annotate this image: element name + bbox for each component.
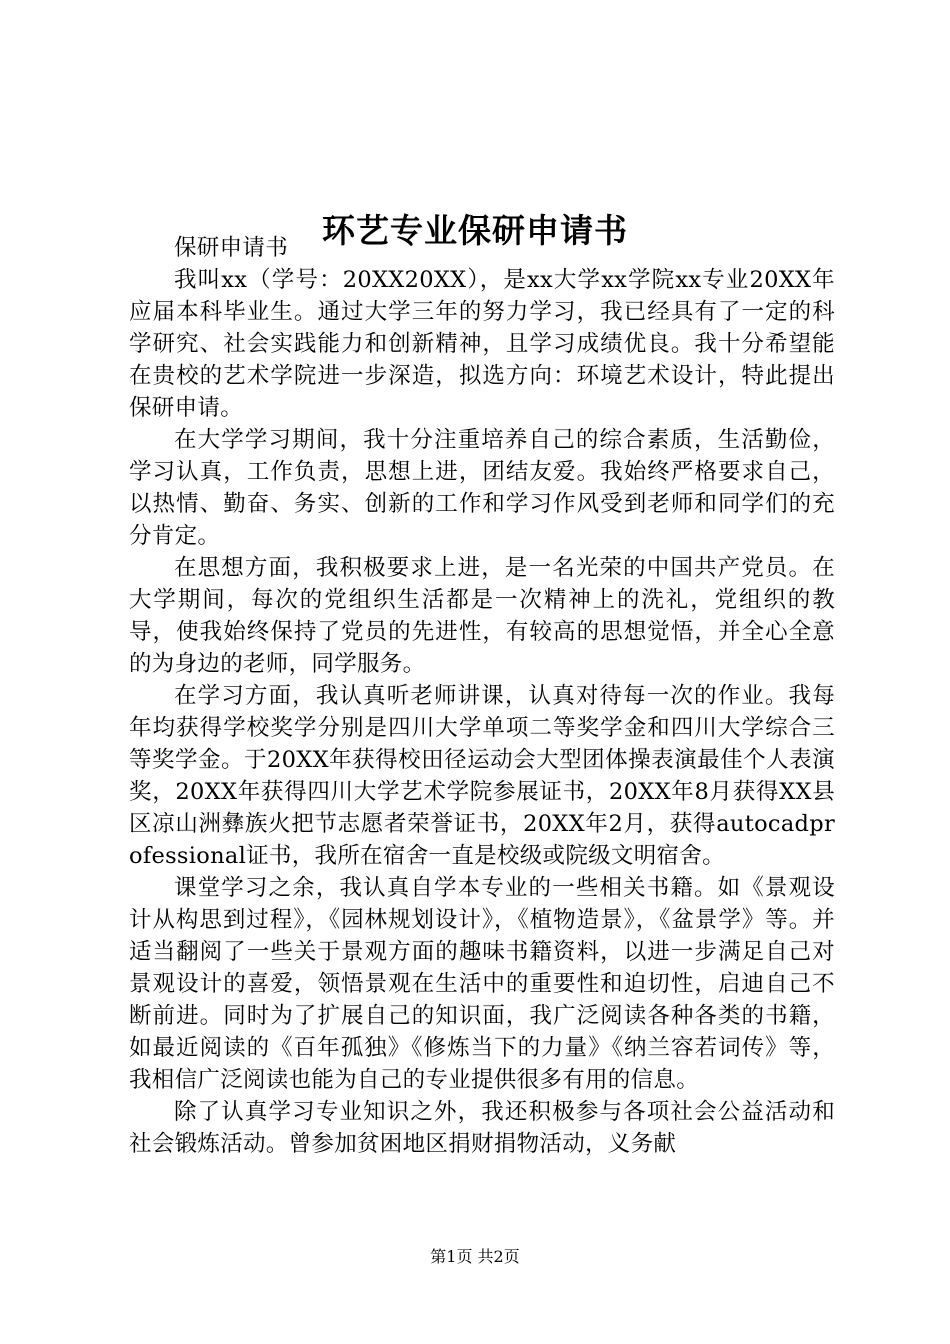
paragraph-heading: 保研申请书: [174, 235, 289, 261]
paragraph-activities: 除了认真学习专业知识之外，我还积极参与各项社会公益活动和社会锻炼活动。曾参加贫困地区捐财捐物活动，义务献: [129, 1099, 835, 1157]
paragraph-introduction: 我叫xx（学号：20XX20XX），是xx大学xx学院xx专业20XX年应届本科毕业生。通过大学三年的努力学习，我已经具有了一定的科学研究、社会实践能力和创新精神，且学习成绩优良。我十分希望能在贵校的艺术学院进一步深造，拟选方向：环境艺术设计，特此提出保研申请。: [129, 267, 835, 421]
paragraph-academics: 在学习方面，我认真听老师讲课，认真对待每一次的作业。我每年均获得学校奖学分别是四川大学单项二等奖学金和四川大学综合三等奖学金。于20XX年获得校田径运动会大型团体操表演最佳个人表演奖，20XX年获得四川大学艺术学院参展证书，20XX年8月获得XX县区凉山洲彝族火把节志愿者荣誉证书，20XX年2月，获得autocadprofessional证书，我所在宿舍一直是校级或院级文明宿舍。: [129, 683, 835, 869]
document-body: [129, 232, 835, 1160]
document-title: 环艺专业保研申请书: [322, 211, 628, 251]
paragraph-study-period: 在大学学习期间，我十分注重培养自己的综合素质，生活勤俭，学习认真，工作负责，思想上进，团结友爱。我始终严格要求自己，以热情、勤奋、务实、创新的工作和学习作风受到老师和同学们的充分肯定。: [129, 427, 835, 549]
page-number-footer: 第1页 共2页: [430, 1247, 520, 1266]
paragraph-ideology: 在思想方面，我积极要求上进，是一名光荣的中国共产党员。在大学期间，每次的党组织生活都是一次精神上的洗礼，党组织的教导，使我始终保持了党员的先进性，有较高的思想觉悟，并全心全意的为身边的老师，同学服务。: [129, 555, 835, 677]
paragraph-self-study: 课堂学习之余，我认真自学本专业的一些相关书籍。如《景观设计从构思到过程》，《园林规划设计》，《植物造景》，《盆景学》等。并适当翻阅了一些关于景观方面的趣味书籍资料，以进一步满足自己对景观设计的喜爱，领悟景观在生活中的重要性和迫切性，启迪自己不断前进。同时为了扩展自己的知识面，我广泛阅读各种各类的书籍，如最近阅读的《百年孤独》《修炼当下的力量》《纳兰容若词传》等，我相信广泛阅读也能为自己的专业提供很多有用的信息。: [129, 875, 835, 1093]
